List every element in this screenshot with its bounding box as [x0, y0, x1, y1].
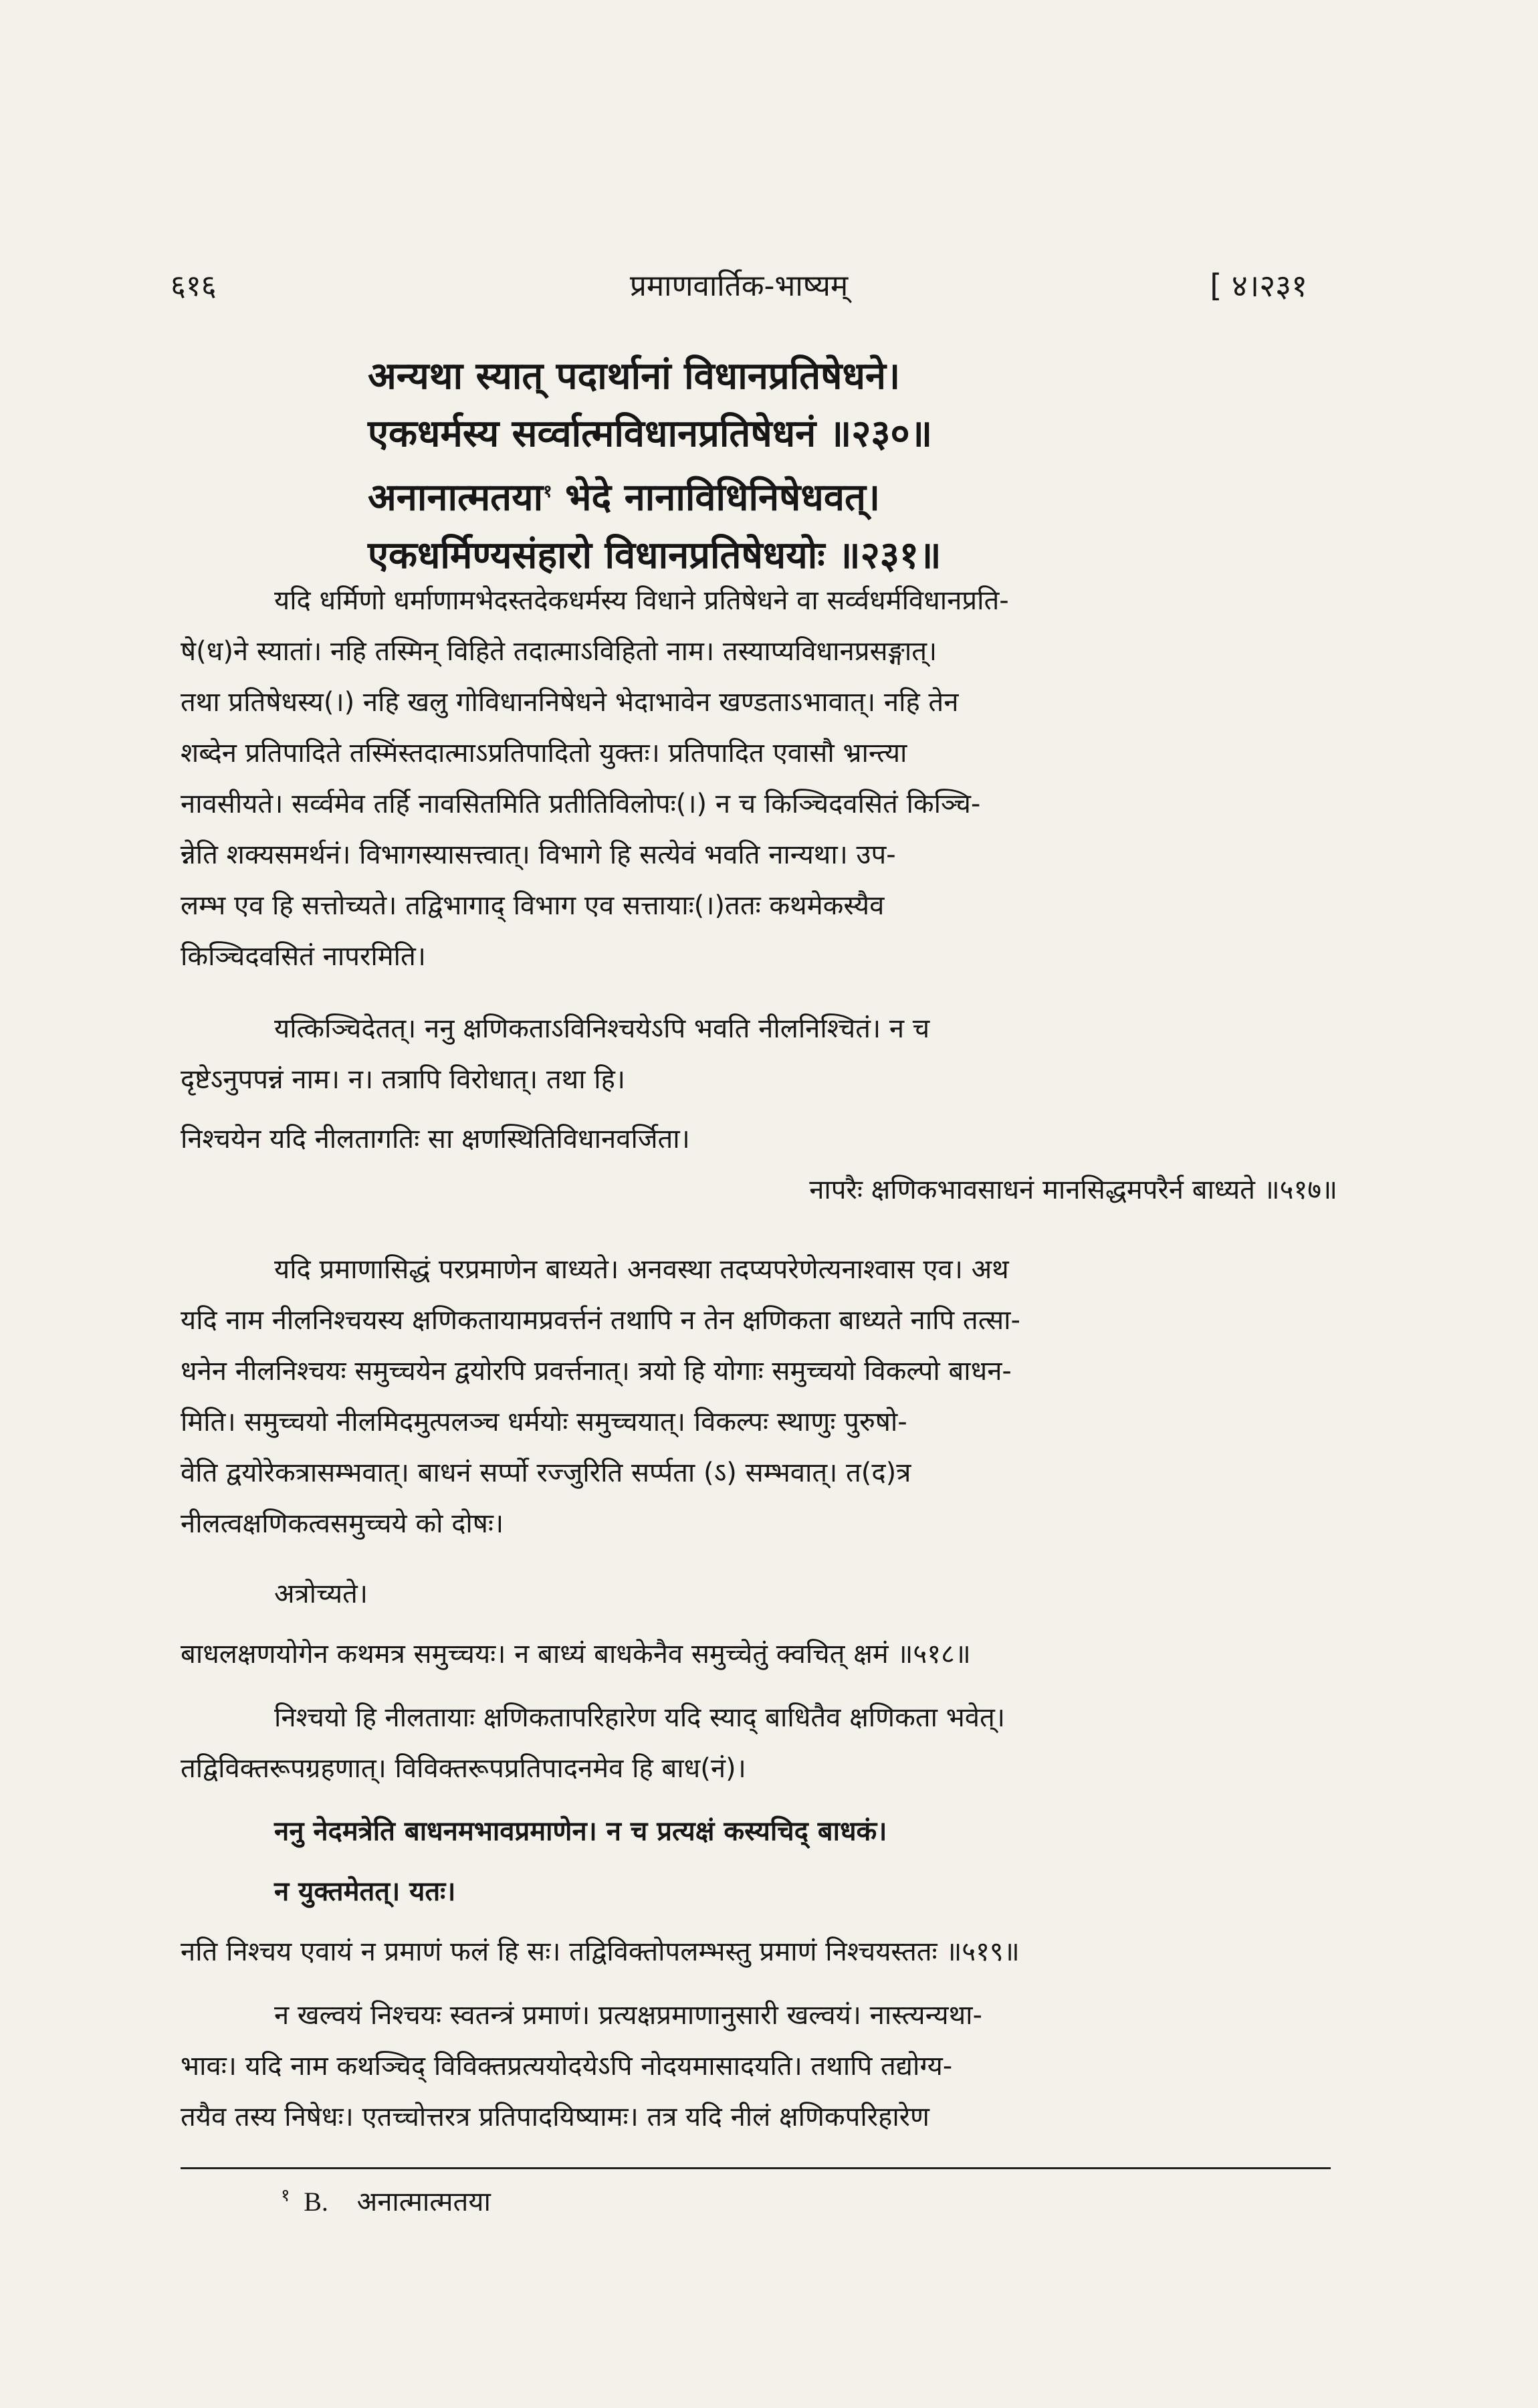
text-line: शब्देन प्रतिपादिते तस्मिंस्तदात्माऽप्रतिपादितो युक्तः। प्रतिपादित एवासौ भ्रान्त्या [181, 738, 907, 769]
text-line: न युक्तमेतत्। यतः। [274, 1876, 456, 1907]
karika-519 [181, 1926, 1344, 1977]
commentary-paragraph-2 [181, 1003, 1344, 1105]
commentary-paragraph-5 [181, 1990, 1344, 2142]
footnote-source: B. [304, 2187, 328, 2217]
text-line: यदि नाम नीलनिश्चयस्य क्षणिकतायामप्रवर्त्तनं तथापि न तेन क्षणिकता बाध्यते नापि तत्सा- [181, 1305, 1020, 1336]
text-line: भावः। यदि नाम कथञ्चिद् विविक्तप्रत्ययोदयेऽपि नोदयमासादयति। तथापि तद्योग्य- [181, 2051, 953, 2082]
footnote-divider [181, 2167, 1331, 2169]
text-line: तथा प्रतिषेधस्य(।) नहि खलु गोविधाननिषेधने भेदाभावेन खण्डताऽभावात्। नहि तेन [181, 687, 959, 718]
text-line: न्नेति शक्यसमर्थनं। विभागस्यासत्त्वात्। विभागे हि सत्येवं भवति नान्यथा। उप- [181, 839, 896, 870]
page-number: ६१६ [171, 269, 217, 303]
text-line: अत्रोच्यते। [274, 1579, 368, 1609]
text-line: न खल्वयं निश्चयः स्वतन्त्रं प्रमाणं। प्रत्यक्षप्रमाणानुसारी खल्वयं। नास्त्यन्यथा- [274, 2000, 982, 2031]
commentary-paragraph-4 [181, 1692, 1344, 1794]
commentary-paragraph-3 [181, 1244, 1344, 1549]
text-line: यत्किञ्चिदेतत्। ननु क्षणिकताऽविनिश्चयेऽपि भवति नीलनिश्चितं। न च [274, 1013, 930, 1044]
text-line: नीलत्वक्षणिकत्वसमुच्चये को दोषः। [181, 1508, 504, 1539]
karika-518 [181, 1629, 1344, 1680]
verse-fragment: भेदे नानाविधिनिषेधवत्। [565, 476, 881, 520]
running-title: प्रमाणवार्तिक-भाष्यम् [629, 269, 849, 303]
text-line: तद्विविक्तरूपग्रहणात्। विविक्तरूपप्रतिपादनमेव हि बाध(नं)। [181, 1753, 746, 1784]
objection-line [181, 1806, 1344, 1857]
verse-block [368, 348, 1371, 585]
text-line: निश्चयो हि नीलतायाः क्षणिकतापरिहारेण यदि स्याद् बाधितैव क्षणिकता भवेत्। [274, 1702, 1005, 1733]
reply-line [181, 1866, 1344, 1917]
text-line: षे(ध)ने स्यातां। नहि तस्मिन् विहिते तदात्माऽविहितो नाम। तस्याप्यविधानप्रसङ्गात्। [181, 636, 938, 667]
commentary-paragraph-1 [181, 575, 1344, 982]
karika-line: निश्चयेन यदि नीलतागतिः सा क्षणस्थितिविधानवर्जिता। [181, 1124, 690, 1155]
text-line: मिति। समुच्चयो नीलमिदमुत्पलञ्च धर्मयोः समुच्चयात्। विकल्पः स्थाणुः पुरुषो- [181, 1407, 907, 1437]
karika-517 [181, 1114, 1344, 1215]
karika-line: बाधलक्षणयोगेन कथमत्र समुच्चयः। न बाध्यं बाधकेनैव समुच्चेतुं क्वचित् क्षमं ॥५१८॥ [181, 1639, 971, 1670]
footnote [281, 2182, 491, 2219]
karika-line: नापरैः क्षणिकभावसाधनं मानसिद्धमपरैर्न बाध्यते ॥५१७॥ [809, 1175, 1337, 1205]
verse-line: एकधर्मिण्यसंहारो विधानप्रतिषेधयोः ॥२३१॥ [368, 533, 942, 577]
text-line: नावसीयते। सर्व्वमेव तर्हि नावसितमिति प्रतीतिविलोपः(।) न च किञ्चिदवसितं किञ्चि- [181, 789, 981, 819]
text-line: दृष्टेऽनुपपन्नं नाम। न। तत्रापि विरोधात्। तथा हि। [181, 1064, 626, 1095]
karika-line: नति निश्चय एवायं न प्रमाणं फलं हि सः। तद्विविक्तोपलम्भस्तु प्रमाणं निश्चयस्ततः ॥५१९॥ [181, 1936, 1020, 1967]
text-line: धनेन नीलनिश्चयः समुच्चयेन द्वयोरपि प्रवर्त्तनात्। त्रयो हि योगाः समुच्चयो विकल्पो बाधन- [181, 1356, 1012, 1387]
verse-line: अन्यथा स्यात् पदार्थानां विधानप्रतिषेधने। [368, 355, 901, 398]
text-line: किञ्चिदवसितं नापरमिति। [181, 941, 426, 972]
footnote-text: अनात्मात्मतया [356, 2187, 491, 2217]
text-line: वेति द्वयोरेकत्रासम्भवात्। बाधनं सर्प्पो रज्जुरिति सर्प्पता (ऽ) सम्भवात्। त(द)त्र [181, 1458, 911, 1488]
text-line: ननु नेदमत्रेति बाधनमभावप्रमाणेन। न च प्रत्यक्षं कस्यचिद् बाधकं। [274, 1816, 887, 1847]
footnote-number: १ [281, 2185, 290, 2206]
verse-line [368, 463, 1371, 527]
footnote-marker: १ [543, 482, 552, 502]
text-line: यदि धर्मिणो धर्माणामभेदस्तदेकधर्मस्य विधाने प्रतिषेधने वा सर्व्वधर्मविधानप्रति- [274, 585, 1009, 616]
page-header [171, 264, 1307, 304]
text-line: लम्भ एव हि सत्तोच्यते। तद्विभागाद् विभाग एव सत्तायाः(।)ततः कथमेकस्यैव [181, 890, 885, 921]
atrochyate-line [181, 1569, 1344, 1619]
text-line: तयैव तस्य निषेधः। एतच्चोत्तरत्र प्रतिपादयिष्यामः। तत्र यदि नीलं क्षणिकपरिहारेण [181, 2102, 929, 2132]
text-line: यदि प्रमाणासिद्धं परप्रमाणेन बाध्यते। अनवस्था तदप्यपरेणेत्यनाश्वास एव। अथ [274, 1254, 1009, 1285]
section-reference: [ ४।२३१ [1210, 268, 1307, 304]
verse-fragment: अनानात्मतया [368, 476, 544, 520]
verse-line: एकधर्मस्य सर्व्वात्मविधानप्रतिषेधनं ॥२३०॥ [368, 412, 933, 456]
